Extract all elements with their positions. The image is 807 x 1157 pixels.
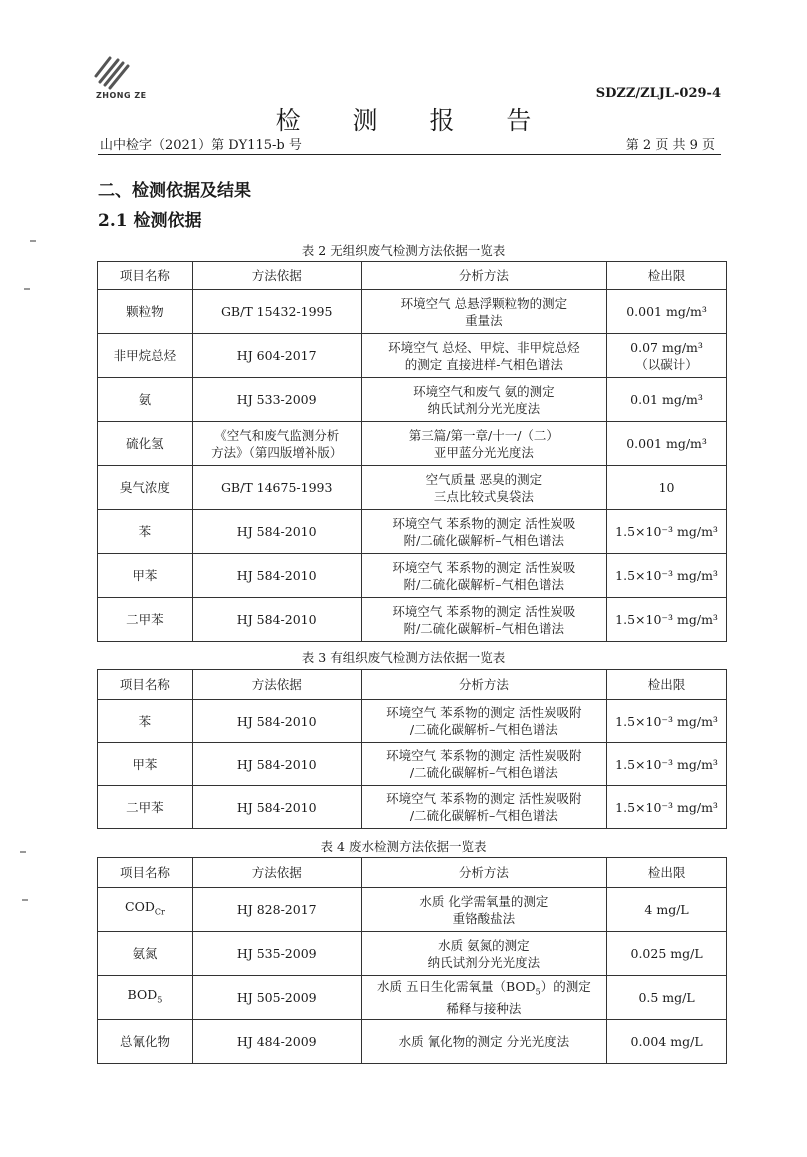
item-name-cell-line: 甲苯 xyxy=(132,756,158,772)
detection-limit-cell-line: 1.5×10⁻³ mg/m³ xyxy=(615,713,718,729)
table-row xyxy=(98,422,727,466)
table4-caption: 表 4 废水检测方法依据一览表 xyxy=(320,839,487,854)
analysis-method-cell-line: 第三篇/第一章/十一/（二） xyxy=(408,427,559,443)
method-basis-cell-line: HJ 505-2009 xyxy=(236,990,317,1005)
item-name-cell xyxy=(98,290,193,334)
detection-limit-cell-line: 0.004 mg/L xyxy=(630,1034,703,1049)
method-basis-cell xyxy=(192,422,361,466)
table-row xyxy=(98,290,727,334)
detection-limit-cell-line: 1.5×10⁻³ mg/m³ xyxy=(615,524,718,539)
analysis-method-cell-line: 环境空气 苯系物的测定 活性炭吸 xyxy=(392,603,576,619)
analysis-method-cell-line: 亚甲蓝分光光度法 xyxy=(433,444,534,460)
analysis-method-cell xyxy=(361,932,607,976)
item-name-cell xyxy=(98,888,193,932)
method-basis-cell xyxy=(192,786,361,829)
analysis-method-cell xyxy=(361,786,607,829)
header-method-basis: 方法依据 xyxy=(192,858,361,888)
header-detection-limit: 检出限 xyxy=(607,858,727,888)
item-name-cell xyxy=(98,598,193,642)
item-name-cell xyxy=(98,378,193,422)
item-name-cell xyxy=(98,700,193,743)
analysis-method-cell xyxy=(361,466,607,510)
analysis-method-cell xyxy=(361,554,607,598)
document-code: SDZZ/ZLJL-029-4 xyxy=(595,86,721,101)
table-row xyxy=(98,976,727,1020)
table3-air-organized xyxy=(97,669,727,829)
detection-limit-cell-line: 0.025 mg/L xyxy=(630,946,703,961)
detection-limit-cell-line: 0.001 mg/m³ xyxy=(626,304,707,319)
detection-limit-cell xyxy=(607,976,727,1020)
header-detection-limit: 检出限 xyxy=(607,262,727,290)
analysis-method-cell-line: 环境空气 苯系物的测定 活性炭吸附 xyxy=(386,705,582,720)
detection-limit-cell-line: 0.07 mg/m³ xyxy=(630,339,703,355)
table-header-row xyxy=(98,670,727,700)
analysis-method-cell-line: /二硫化碳解析–气相色谱法 xyxy=(409,808,558,823)
item-name-cell-line: 二甲苯 xyxy=(126,799,164,815)
table3-caption: 表 3 有组织废气检测方法依据一览表 xyxy=(301,650,506,665)
item-name-cell-line: 苯 xyxy=(138,713,152,729)
detection-limit-cell-line: 10 xyxy=(658,480,675,495)
analysis-method-cell xyxy=(361,976,607,1020)
detection-limit-cell xyxy=(607,378,727,422)
analysis-method-cell-line: 环境空气 总悬浮颗粒物的测定 xyxy=(400,295,568,311)
analysis-method-cell-line: 附/二硫化碳解析–气相色谱法 xyxy=(403,532,565,548)
page-info: 第 2 页 共 9 页 xyxy=(625,138,715,153)
table-row xyxy=(98,466,727,510)
analysis-method-cell xyxy=(361,334,607,378)
header-method-basis: 方法依据 xyxy=(192,262,361,290)
detection-limit-cell xyxy=(607,598,727,642)
analysis-method-cell-line: 稀释与接种法 xyxy=(446,1001,522,1017)
method-basis-cell xyxy=(192,290,361,334)
method-basis-cell xyxy=(192,378,361,422)
item-name-cell-line: 氨 xyxy=(138,392,152,407)
analysis-method-cell xyxy=(361,1020,607,1064)
method-basis-cell xyxy=(192,700,361,743)
detection-limit-cell xyxy=(607,932,727,976)
table-header-row xyxy=(98,262,727,290)
detection-limit-cell xyxy=(607,700,727,743)
analysis-method-cell-line: 水质 五日生化需氧量$(BOD_5)$的测定 xyxy=(376,978,591,997)
analysis-method-cell xyxy=(361,510,607,554)
header-method-basis: 方法依据 xyxy=(192,670,361,700)
analysis-method-cell-line: 附/二硫化碳解析–气相色谱法 xyxy=(403,576,565,592)
method-basis-cell-line: 《空气和废气监测分析 xyxy=(214,427,340,443)
method-basis-cell xyxy=(192,334,361,378)
table4-wastewater xyxy=(97,857,727,1064)
analysis-method-cell-line: 水质 氨氮的测定 xyxy=(438,937,530,953)
header-analysis-method: 分析方法 xyxy=(361,858,607,888)
method-basis-cell-line: 方法》（第四版增补版） xyxy=(211,444,343,460)
method-basis-cell-line: HJ 584-2010 xyxy=(236,713,317,729)
detection-limit-cell-line: 1.5×10⁻³ mg/m³ xyxy=(615,756,718,772)
item-name-cell-line: 甲苯 xyxy=(132,568,158,583)
item-name-cell xyxy=(98,786,193,829)
method-basis-cell-line: HJ 828-2017 xyxy=(236,902,317,917)
header-item-name: 项目名称 xyxy=(98,262,193,290)
detection-limit-cell-line: 0.5 mg/L xyxy=(638,990,695,1005)
table-header-row xyxy=(98,858,727,888)
detection-limit-cell-line: 0.001 mg/m³ xyxy=(626,436,707,451)
method-basis-cell xyxy=(192,466,361,510)
analysis-method-cell-line: 环境空气和废气 氨的测定 xyxy=(413,383,555,399)
analysis-method-cell xyxy=(361,700,607,743)
header-divider xyxy=(98,154,721,155)
method-basis-cell-line: HJ 484-2009 xyxy=(236,1034,317,1049)
analysis-method-cell-line: 空气质量 恶臭的测定 xyxy=(425,471,543,487)
detection-limit-cell xyxy=(607,466,727,510)
analysis-method-cell-line: /二硫化碳解析–气相色谱法 xyxy=(409,765,558,780)
table-row xyxy=(98,888,727,932)
detection-limit-cell xyxy=(607,334,727,378)
table-row xyxy=(98,598,727,642)
table2-air-unorganized xyxy=(97,261,727,642)
detection-limit-cell xyxy=(607,510,727,554)
method-basis-cell-line: HJ 584-2010 xyxy=(236,524,317,539)
analysis-method-cell-line: 纳氏试剂分光光度法 xyxy=(427,400,541,416)
detection-limit-cell-line: 0.01 mg/m³ xyxy=(630,392,703,407)
analysis-method-cell-line: 重量法 xyxy=(465,312,503,328)
analysis-method-cell-line: 环境空气 总烃、甲烷、非甲烷总烃 xyxy=(388,339,580,355)
logo-stripes-icon xyxy=(92,52,132,90)
item-name-cell xyxy=(98,334,193,378)
method-basis-cell xyxy=(192,510,361,554)
analysis-method-cell xyxy=(361,598,607,642)
analysis-method-cell-line: 环境空气 苯系物的测定 活性炭吸 xyxy=(392,559,576,575)
detection-limit-cell xyxy=(607,554,727,598)
method-basis-cell-line: HJ 604-2017 xyxy=(236,348,317,363)
detection-limit-cell xyxy=(607,786,727,829)
table-row xyxy=(98,554,727,598)
method-basis-cell xyxy=(192,554,361,598)
analysis-method-cell-line: 环境空气 苯系物的测定 活性炭吸附 xyxy=(386,748,582,763)
item-name-cell xyxy=(98,510,193,554)
header-analysis-method: 分析方法 xyxy=(361,262,607,290)
detection-limit-cell-line: 1.5×10⁻³ mg/m³ xyxy=(615,799,718,815)
item-name-cell xyxy=(98,1020,193,1064)
table-row xyxy=(98,510,727,554)
method-basis-cell-line: HJ 584-2010 xyxy=(236,799,317,815)
table2-caption: 表 2 无组织废气检测方法依据一览表 xyxy=(301,243,506,258)
analysis-method-cell-line: 水质 氰化物的测定 分光光度法 xyxy=(398,1034,570,1049)
analysis-method-cell xyxy=(361,743,607,786)
detection-limit-cell xyxy=(607,888,727,932)
method-basis-cell xyxy=(192,932,361,976)
analysis-method-cell-line: 附/二硫化碳解析–气相色谱法 xyxy=(403,620,565,636)
item-name-cell-line: 非甲烷总烃 xyxy=(113,348,177,363)
subsection-title: 2.1 检测依据 xyxy=(98,211,202,231)
item-name-cell-line: $COD_{Cr}$ xyxy=(125,899,165,917)
method-basis-cell xyxy=(192,1020,361,1064)
section-title: 二、检测依据及结果 xyxy=(98,181,251,201)
method-basis-cell xyxy=(192,976,361,1020)
method-basis-cell xyxy=(192,888,361,932)
detection-limit-cell-line: 1.5×10⁻³ mg/m³ xyxy=(615,612,718,627)
detection-limit-cell-line: 4 mg/L xyxy=(644,902,689,917)
item-name-cell xyxy=(98,554,193,598)
table-row xyxy=(98,932,727,976)
item-name-cell-line: 硫化氢 xyxy=(126,436,164,451)
header-item-name: 项目名称 xyxy=(98,670,193,700)
method-basis-cell xyxy=(192,598,361,642)
analysis-method-cell-line: 水质 化学需氧量的测定 xyxy=(419,893,549,909)
method-basis-cell-line: GB/T 14675-1993 xyxy=(220,480,333,495)
header-detection-limit: 检出限 xyxy=(607,670,727,700)
item-name-cell-line: 苯 xyxy=(138,524,152,539)
method-basis-cell-line: HJ 584-2010 xyxy=(236,612,317,627)
analysis-method-cell-line: 环境空气 苯系物的测定 活性炭吸附 xyxy=(386,791,582,806)
analysis-method-cell-line: 重铬酸盐法 xyxy=(452,910,516,926)
detection-limit-cell xyxy=(607,1020,727,1064)
method-basis-cell-line: HJ 533-2009 xyxy=(236,392,317,407)
analysis-method-cell xyxy=(361,888,607,932)
scan-mark xyxy=(24,288,30,290)
method-basis-cell xyxy=(192,743,361,786)
item-name-cell xyxy=(98,422,193,466)
analysis-method-cell xyxy=(361,422,607,466)
detection-limit-cell-line: 1.5×10⁻³ mg/m³ xyxy=(615,568,718,583)
header-analysis-method: 分析方法 xyxy=(361,670,607,700)
item-name-cell-line: 氨氮 xyxy=(132,946,158,961)
analysis-method-cell-line: 三点比较式臭袋法 xyxy=(433,488,534,504)
item-name-cell-line: $BOD_5$ xyxy=(127,987,163,1005)
item-name-cell xyxy=(98,932,193,976)
table-row xyxy=(98,334,727,378)
item-name-cell-line: 颗粒物 xyxy=(126,304,164,319)
table-row xyxy=(98,700,727,743)
item-name-cell-line: 二甲苯 xyxy=(126,612,164,627)
logo-text: ZHONG ZE xyxy=(96,91,147,100)
table-row xyxy=(98,743,727,786)
analysis-method-cell-line: /二硫化碳解析–气相色谱法 xyxy=(409,722,558,737)
detection-limit-cell xyxy=(607,422,727,466)
item-name-cell xyxy=(98,743,193,786)
table-row xyxy=(98,1020,727,1064)
item-name-cell xyxy=(98,466,193,510)
item-name-cell xyxy=(98,976,193,1020)
method-basis-cell-line: HJ 584-2010 xyxy=(236,756,317,772)
method-basis-cell-line: GB/T 15432-1995 xyxy=(220,304,333,319)
method-basis-cell-line: HJ 584-2010 xyxy=(236,568,317,583)
report-reference: 山中检字（2021）第 DY115-b 号 xyxy=(100,138,302,153)
method-basis-cell-line: HJ 535-2009 xyxy=(236,946,317,961)
item-name-cell-line: 总氰化物 xyxy=(119,1034,170,1049)
detection-limit-cell xyxy=(607,743,727,786)
detection-limit-cell xyxy=(607,290,727,334)
table-row xyxy=(98,378,727,422)
scan-mark xyxy=(22,899,28,901)
analysis-method-cell xyxy=(361,378,607,422)
analysis-method-cell xyxy=(361,290,607,334)
table-row xyxy=(98,786,727,829)
detection-limit-cell-line: （以碳计） xyxy=(635,356,698,372)
analysis-method-cell-line: 纳氏试剂分光光度法 xyxy=(427,954,541,970)
analysis-method-cell-line: 环境空气 苯系物的测定 活性炭吸 xyxy=(392,515,576,531)
item-name-cell-line: 臭气浓度 xyxy=(119,480,170,495)
analysis-method-cell-line: 的测定 直接进样-气相色谱法 xyxy=(404,356,563,372)
report-title: 检 测 报 告 xyxy=(275,106,554,135)
header-item-name: 项目名称 xyxy=(98,858,193,888)
